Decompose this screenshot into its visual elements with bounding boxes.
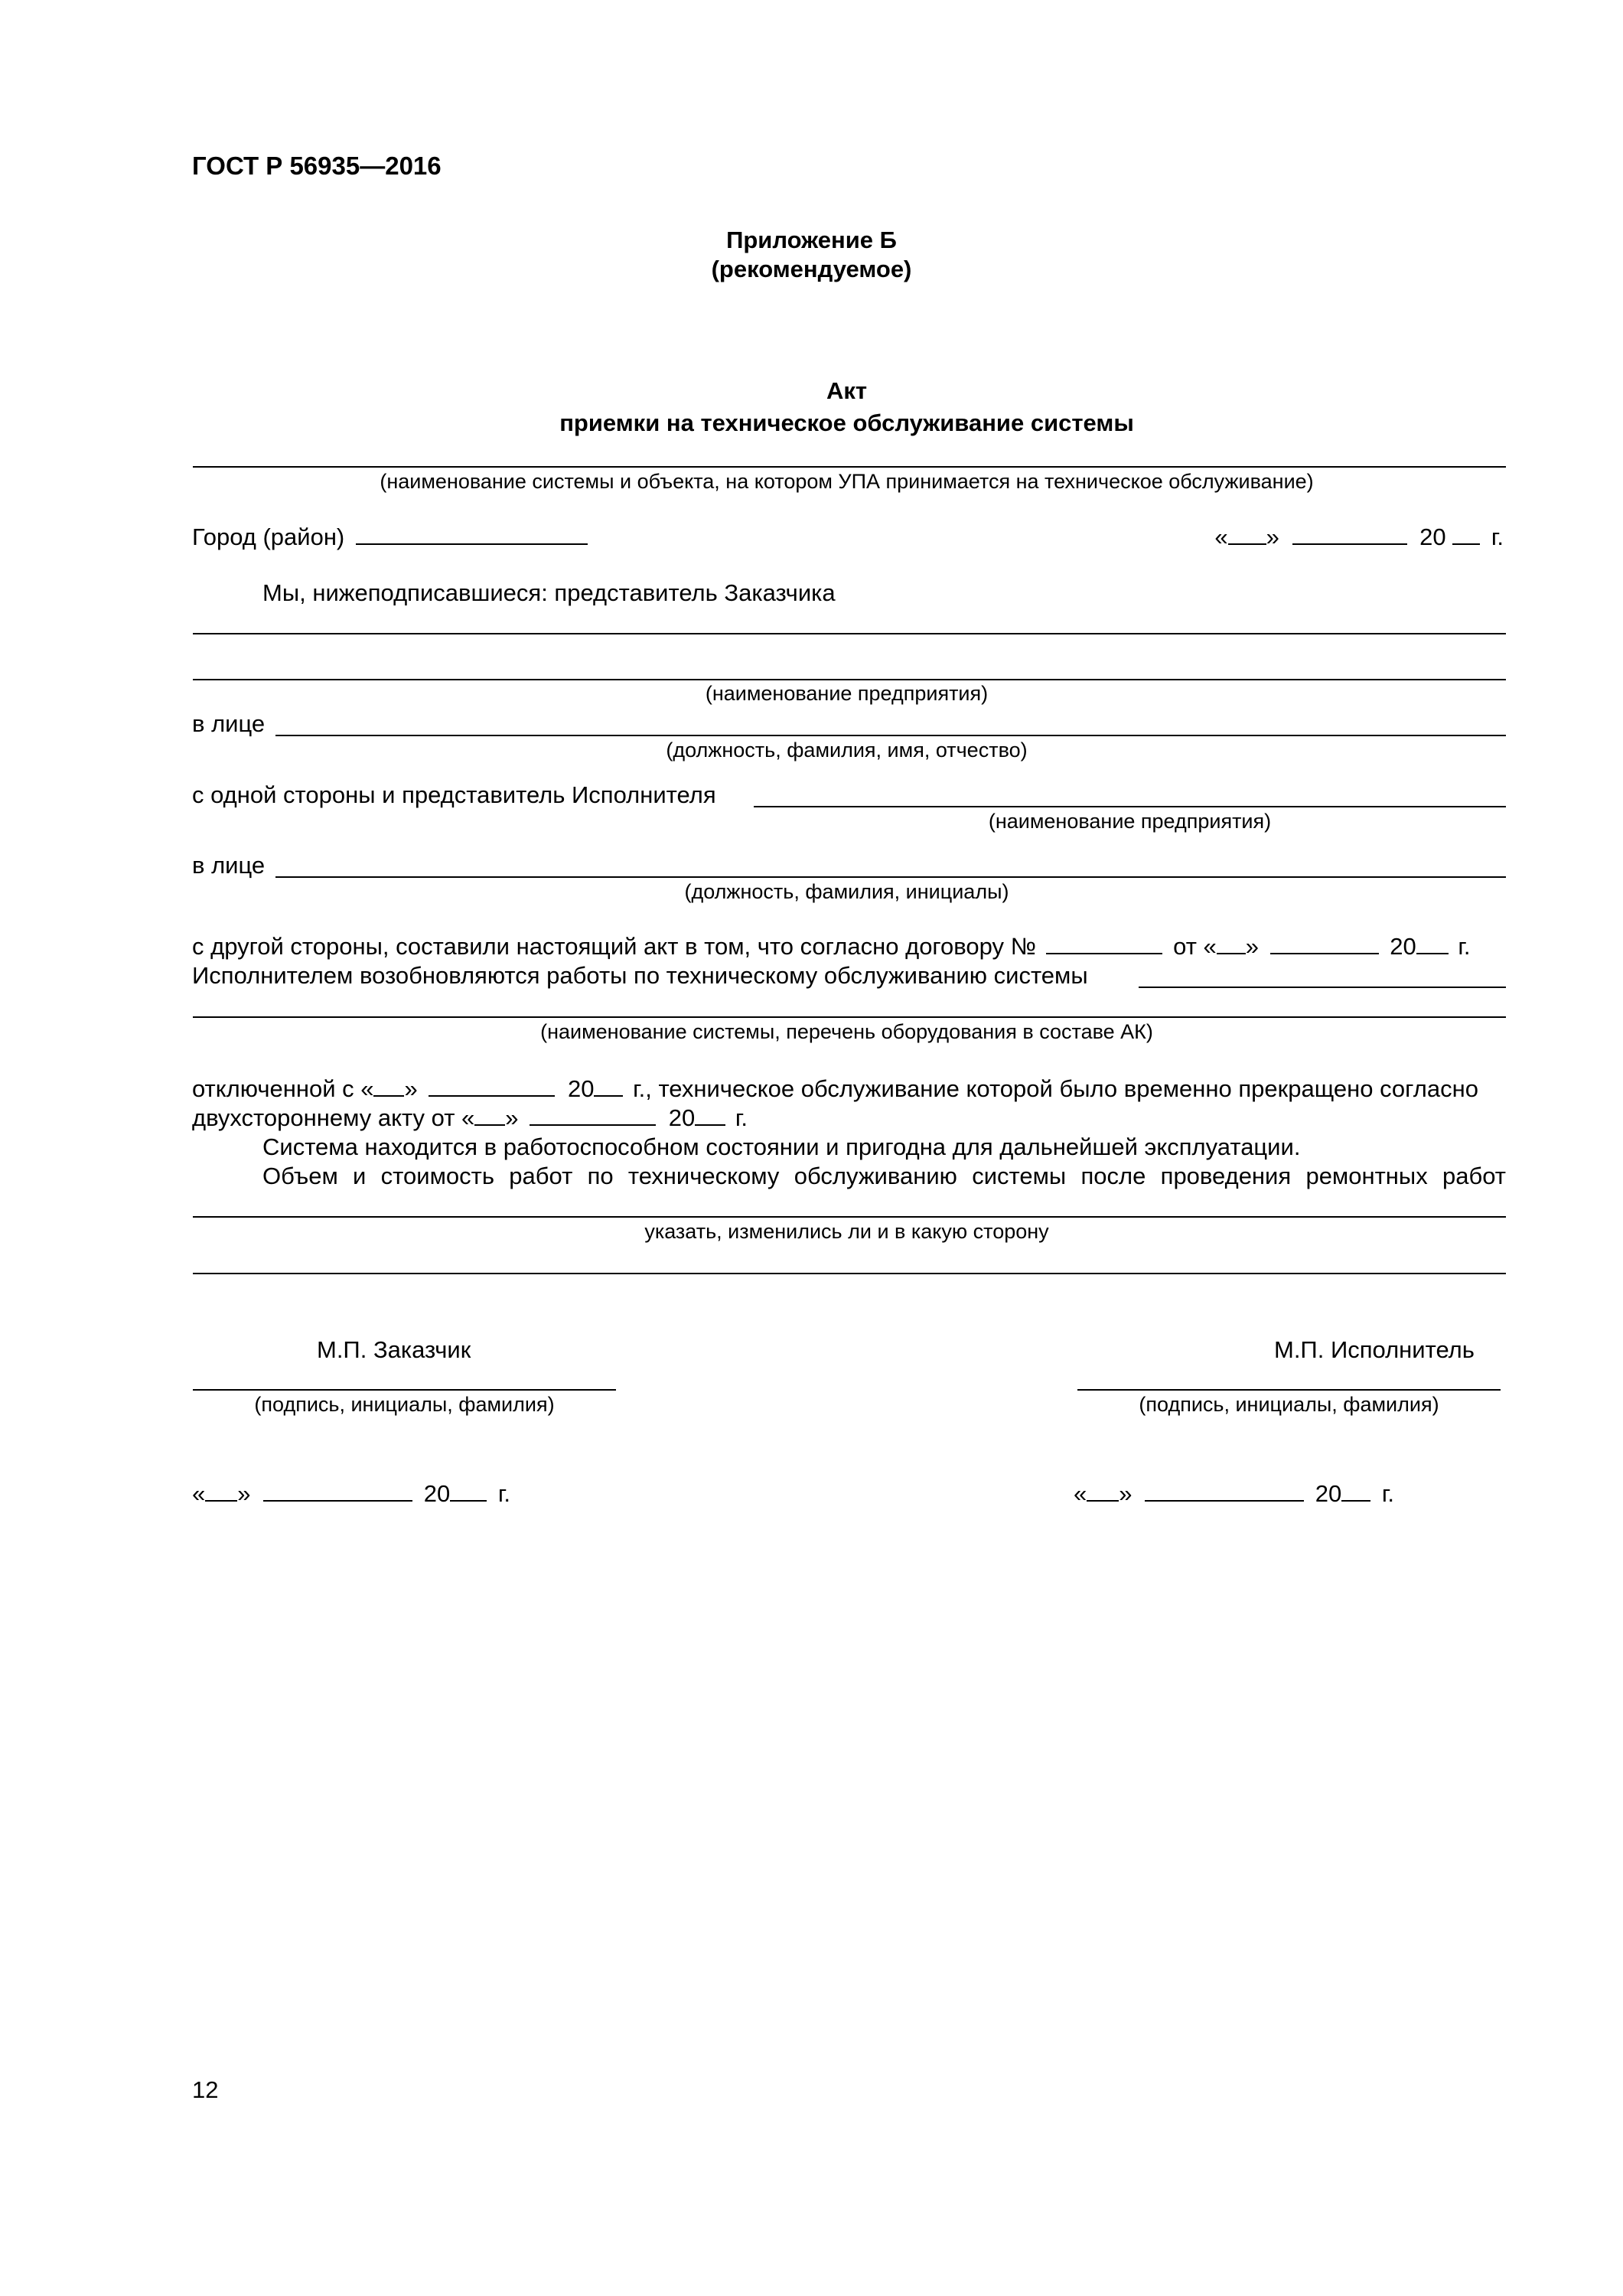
caption-change: указать, изменились ли и в какую сторону [644,1220,1049,1243]
contractor-date-row: « » 20 г. [1074,1480,1394,1507]
city-label: Город (район) [192,523,345,550]
other-side-text: с другой стороны, составили настоящий акт в том, что согласно договору № [192,933,1036,960]
contractor-date-day-field[interactable] [1087,1479,1119,1502]
contract-number-field[interactable] [1046,932,1162,954]
customer-line-1[interactable] [193,633,1506,634]
date-month-field[interactable] [1292,523,1407,545]
change-line-2[interactable] [193,1273,1506,1274]
customer-person-line[interactable] [275,735,1506,736]
contract-row: с другой стороны, составили настоящий акт в том, что согласно договору № от « » 20 г. [192,933,1471,960]
resumed-text: Исполнителем возобновляются работы по техническому обслуживанию системы [192,962,1088,989]
change-line-1[interactable] [193,1216,1506,1218]
caption-customer-signature: (подпись, инициалы, фамилия) [254,1393,555,1416]
contract-year-field[interactable] [1416,932,1449,954]
date-day-field[interactable] [1228,523,1266,545]
contract-month-field[interactable] [1270,932,1379,954]
contractor-enterprise-line[interactable] [754,806,1506,807]
caption-position-full: (должность, фамилия, имя, отчество) [666,739,1028,762]
city-field[interactable] [356,523,588,545]
appendix-status: (рекомендуемое) [711,256,912,282]
act-subtitle: приемки на техническое обслуживание системы [559,409,1134,436]
volume-cost-text: Объем и стоимость работ по техническому обслуживанию системы после проведения ремонтных работ [262,1163,1506,1189]
disabled-year-field[interactable] [594,1075,623,1097]
caption-enterprise-1: (наименование предприятия) [705,682,989,705]
act-title: Акт [826,377,868,404]
caption-position-initials: (должность, фамилия, инициалы) [684,880,1009,903]
contractor-signature-label: М.П. Исполнитель [1274,1336,1475,1363]
date-year-field[interactable] [1452,523,1480,545]
disabled-month-field[interactable] [429,1075,555,1097]
disabled-day-field[interactable] [373,1075,404,1097]
caption-enterprise-2: (наименование предприятия) [988,810,1272,833]
system-name-line-short[interactable] [1139,987,1506,988]
customer-date-month-field[interactable] [263,1479,412,1502]
contractor-text: с одной стороны и представитель Исполнителя [192,781,716,808]
city-row [192,523,588,552]
system-name-line[interactable] [193,1016,1506,1018]
in-person-label-1: в лице [192,710,266,737]
customer-signature-line[interactable] [193,1389,616,1391]
customer-date-year-field[interactable] [450,1479,487,1502]
bilateral-row: двухстороннему акту от « » 20 г. [192,1104,748,1131]
customer-signature-label: М.П. Заказчик [317,1336,471,1363]
caption-system-equipment: (наименование системы, перечень оборудования в составе АК) [540,1020,1153,1043]
resumed-row [192,961,1088,990]
appendix-title: Приложение Б [726,227,897,253]
contract-day-field[interactable] [1217,932,1246,954]
caption-system-object: (наименование системы и объекта, на котором УПА принимается на техническое обслуживание) [380,470,1314,493]
bilateral-month-field[interactable] [530,1104,656,1126]
standard-designation: ГОСТ Р 56935—2016 [192,152,442,180]
contractor-date-month-field[interactable] [1145,1479,1304,1502]
contractor-signature-line[interactable] [1077,1389,1501,1391]
working-state-text: Система находится в работоспособном состоянии и пригодна для дальнейшей эксплуатации. [262,1133,1301,1160]
customer-date-day-field[interactable] [205,1479,237,1502]
in-person-label-2: в лице [192,852,266,879]
date-row: « » 20 г. [1214,523,1504,550]
caption-contractor-signature: (подпись, инициалы, фамилия) [1139,1393,1439,1416]
page-number: 12 [192,2076,219,2103]
customer-date-row: « » 20 г. [192,1480,510,1507]
contractor-person-line[interactable] [275,876,1506,878]
disabled-row: отключенной с « » 20 г., техническое обслуживание которой было временно прекращено согласно [192,1075,1478,1102]
bilateral-year-field[interactable] [695,1104,725,1126]
bilateral-day-field[interactable] [474,1104,505,1126]
system-object-line[interactable] [193,466,1506,468]
contractor-date-year-field[interactable] [1341,1479,1370,1502]
undersigned-text: Мы, нижеподписавшиеся: представитель Заказчика [262,579,836,606]
